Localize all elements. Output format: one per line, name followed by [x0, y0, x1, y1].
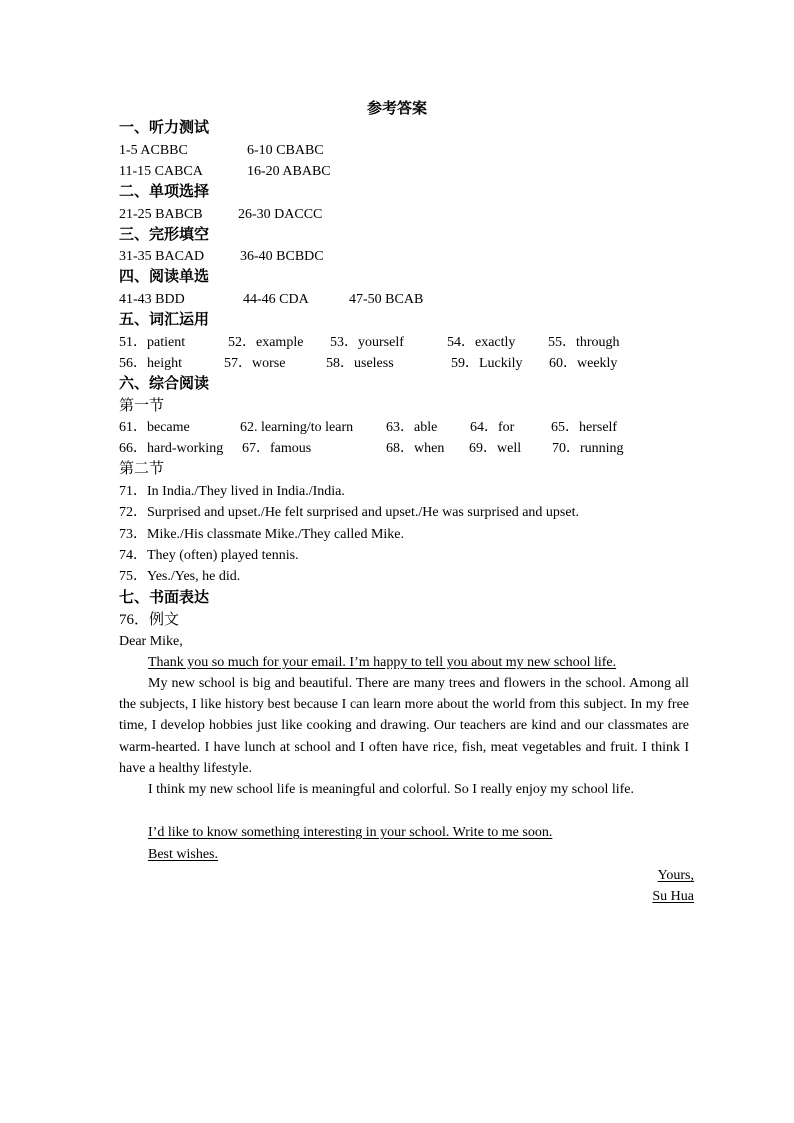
section-listening-heading: 一、听力测试	[119, 120, 210, 136]
short-answer: 72．Surprised and upset./He felt surprised and upset./He was surprised and upset.	[119, 505, 579, 520]
vocab-answer: 51．patient	[119, 335, 186, 350]
answer-group: 31-35 BACAD	[119, 249, 205, 264]
answer-group: 26-30 DACCC	[238, 207, 323, 222]
vocab-answer: 57．worse	[224, 356, 286, 371]
vocab-answer: 53．yourself	[330, 335, 404, 350]
essay-best-wishes: Best wishes.	[148, 847, 218, 862]
essay-paragraph-3: I think my new school life is meaningful and colorful. So I really enjoy my school life.	[148, 782, 635, 797]
subsection-two-heading: 第二节	[119, 461, 165, 477]
answer-group: 16-20 ABABC	[247, 164, 331, 179]
essay-paragraph-1: Thank you so much for your email. I’m happy to tell you about my new school life.	[148, 655, 617, 670]
comp-answer: 66．hard-working	[119, 441, 224, 456]
answer-group: 36-40 BCBDC	[240, 249, 324, 264]
comp-answer: 65．herself	[551, 420, 618, 435]
vocab-answer: 60．weekly	[549, 356, 618, 371]
comp-answer: 68．when	[386, 441, 445, 456]
comp-answer: 69．well	[469, 441, 522, 456]
answer-group: 1-5 ACBBC	[119, 143, 188, 158]
vocab-answer: 56．height	[119, 356, 182, 371]
vocab-answer: 52．example	[228, 335, 304, 350]
section-cloze-heading: 三、完形填空	[119, 227, 210, 243]
comp-answer: 62. learning/to learn	[240, 420, 354, 435]
short-answer: 71．In India./They lived in India./India.	[119, 484, 345, 499]
comp-answer: 61．became	[119, 420, 190, 435]
section-vocab-heading: 五、词汇运用	[119, 312, 210, 328]
vocab-answer: 54．exactly	[447, 335, 516, 350]
answer-group: 47-50 BCAB	[349, 292, 424, 307]
vocab-answer: 59．Luckily	[451, 356, 523, 371]
short-answer: 74．They (often) played tennis.	[119, 548, 299, 563]
essay-greeting: Dear Mike,	[119, 634, 183, 649]
comp-answer: 67．famous	[242, 441, 312, 456]
section-comprehensive-heading: 六、综合阅读	[119, 376, 210, 392]
short-answer: 73．Mike./His classmate Mike./They called Mike.	[119, 527, 404, 542]
section-single-choice-heading: 二、单项选择	[119, 184, 210, 200]
subsection-one-heading: 第一节	[119, 398, 165, 414]
comp-answer: 70．running	[552, 441, 624, 456]
answer-group: 41-43 BDD	[119, 292, 185, 307]
short-answer: 75．Yes./Yes, he did.	[119, 569, 241, 584]
vocab-answer: 58．useless	[326, 356, 394, 371]
essay-closing: Yours,	[657, 868, 694, 883]
answer-group: 11-15 CABCA	[119, 164, 203, 179]
essay-paragraph-2: My new school is big and beautiful. There are many trees and flowers in the school. Among all the subjects, I like history best because I can learn more about the world from this subject. In my free time, I develop hobbies just like cooking and drawing. Our teachers are kind and our classmates are warm-hearted. I have lunch at school and I often have rice, fish, meat vegetables and fruit. I think I have a healthy lifestyle.	[119, 676, 689, 776]
page-title: 参考答案	[366, 101, 427, 117]
comp-answer: 63．able	[386, 420, 438, 435]
essay-paragraph-4: I’d like to know something interesting in your school. Write to me soon.	[148, 825, 553, 840]
answer-group: 44-46 CDA	[243, 292, 309, 307]
essay-label: 76．例文	[119, 612, 180, 628]
vocab-answer: 55．through	[548, 335, 620, 350]
section-reading-heading: 四、阅读单选	[119, 269, 210, 285]
comp-answer: 64．for	[470, 420, 515, 435]
essay-signature: Su Hua	[652, 889, 694, 904]
answer-group: 6-10 CBABC	[247, 143, 324, 158]
section-writing-heading: 七、书面表达	[119, 590, 210, 606]
answer-group: 21-25 BABCB	[119, 207, 203, 222]
